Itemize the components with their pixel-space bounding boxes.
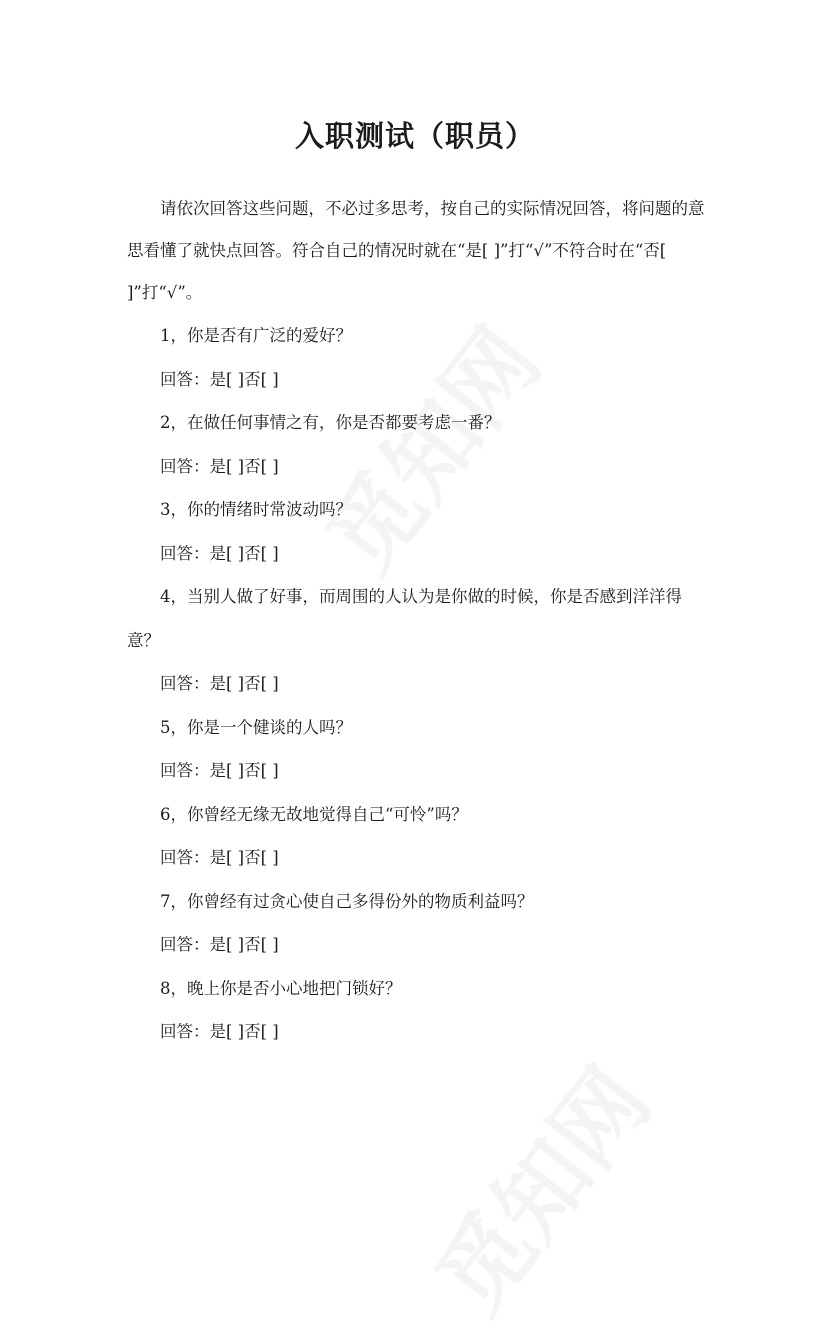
question-8: 8，晚上你是否小心地把门锁好？ xyxy=(160,978,402,998)
question-2: 2，在做任何事情之有，你是否都要考虑一番？ xyxy=(160,413,501,432)
answer-7: 回答：是[ ]否[ ] xyxy=(160,935,279,954)
question-list xyxy=(127,314,707,1054)
answer-3: 回答：是[ ]否[ ] xyxy=(160,543,279,563)
page-title: 入职测试（职员） xyxy=(294,119,535,153)
question-6: 6，你曾经无缘无故地觉得自己“可怜”吗？ xyxy=(160,804,468,824)
intro-paragraph: 请依次回答这些问题，不必过多思考，按自己的实际情况回答，将问题的意思看懂了就快点回答。符合自己的情况时就在“是[ ]”打“√”不符合时在“否[ ]”打“√”。 xyxy=(127,199,705,302)
answer-6: 回答：是[ ]否[ ] xyxy=(160,848,279,867)
question-5: 5，你是一个健谈的人吗？ xyxy=(160,717,352,737)
answer-4: 回答：是[ ]否[ ] xyxy=(160,674,279,693)
watermark xyxy=(401,1037,675,1335)
answer-1: 回答：是[ ]否[ ] xyxy=(160,369,279,389)
question-3: 3，你的情绪时常波动吗？ xyxy=(160,500,352,519)
question-7: 7，你曾经有过贪心使自己多得份外的物质利益吗？ xyxy=(160,891,534,911)
answer-8: 回答：是[ ]否[ ] xyxy=(160,1022,279,1041)
answer-2: 回答：是[ ]否[ ] xyxy=(160,456,279,476)
question-1: 1，你是否有广泛的爱好？ xyxy=(160,326,352,345)
answer-5: 回答：是[ ]否[ ] xyxy=(160,761,279,780)
question-4: 4，当别人做了好事，而周围的人认为是你做的时候，你是否感到洋洋得意？ xyxy=(127,587,682,650)
